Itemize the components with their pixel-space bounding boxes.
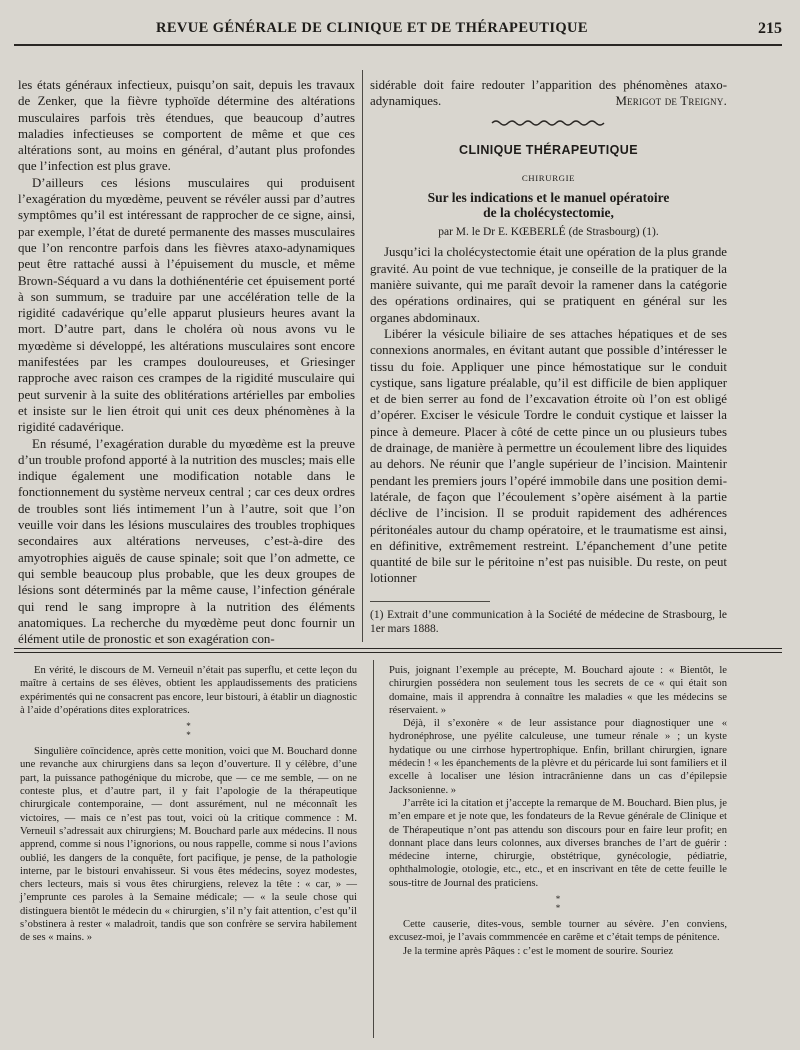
- article-title: [370, 190, 727, 220]
- asterism-star: *: [555, 894, 561, 905]
- page-number: 215: [758, 20, 782, 37]
- author-signature: Merigot de Treigny.: [615, 94, 727, 109]
- article-title-line: de la cholécystectomie,: [483, 205, 614, 221]
- paragraph: Puis, joignant l’exemple au précepte, M. Bouchard ajoute : « Bientôt, le chirurgien possédera non seulement tous les secrets de ce « qui était son domaine, mais il apprendra à connaître les maladies « que les médecins se réservaient. »: [389, 665, 727, 716]
- section-title: CLINIQUE THÉRAPEUTIQUE: [459, 142, 638, 157]
- asterism-star: *: [186, 730, 191, 741]
- paragraph: En vérité, le discours de M. Verneuil n’était pas superflu, et cette leçon du maître à certains de ses élèves, obtient les applaudissements des praticiens expérimentés qui ne consacrent pas encore, leur bistouri, à établir un diagnostic à l’aide d’opérations dites exploratrices.: [20, 665, 357, 716]
- article-title-line: Sur les indications et le manuel opératoire: [427, 190, 670, 206]
- journal-title: REVUE GÉNÉRALE DE CLINIQUE ET DE THÉRAPEUTIQUE: [155, 20, 588, 36]
- asterism: [389, 895, 727, 913]
- asterism-star: *: [186, 721, 191, 732]
- section-subtitle: CHIRURGIE: [521, 172, 576, 183]
- section-divider-rule: [14, 648, 782, 649]
- paragraph: Déjà, il s’exonère « de leur assistance pour diagnostiquer une « hydronéphrose, une pyélite calculeuse, une tumeur rénale » ; un kyste hydatique ou une cirrhose hypertrophique. Enfin, brillant chirurgien, ignare médecin ! « les épanchements de la plèvre et du péricarde lui sont familiers et il excelle à localiser une lésion intracrânienne dans un cas d’épilepsie Jacksonienne. »: [389, 718, 727, 796]
- paragraph: En résumé, l’exagération durable du myœdème est la preuve d’un trouble profond apporté à la nutrition des muscles; mais elle indique également une modification notable dans le fonctionnement du système nerveux central ; car ces deux ordres de troubles sont liés intimement l’un à l’autre, soit que l’on veuille voir dans les lésions musculaires des troubles trophiques secondaires aux altérations nerveuses, c’est-à-dire des amyotrophies aiguës de cause spinale; soit que l’on admette, ce qui semble beaucoup plus probable, que les deux groupes de lésions sont déterminés par la même cause, l’infection générale qui rend le sang impropre à la nutrition des éléments anatomiques. La recherche du myœdème peut donc fournir un élément utile de pronostic et son exagération con-: [18, 436, 355, 647]
- footnote: (1) Extrait d’une communication à la Société de médecine de Strasbourg, le 1er mars 1888.: [370, 608, 727, 635]
- byline: par M. le Dr E. KŒBERLÉ (de Strasbourg) (1).: [438, 226, 659, 239]
- lower-left-column: [20, 664, 357, 1036]
- footnote-rule: [370, 601, 490, 602]
- header-rule: [14, 44, 782, 46]
- paragraph: J’arrête ici la citation et j’accepte la remarque de M. Bouchard. Bien plus, je m’en empare et je note que, les fondateurs de la Revue générale de Clinique et de Thérapeutique n’ont pas attendu son discours pour en faire leur profit; en donnant place dans leurs colonnes, aux diverses branches de l’art de guérir : médecine interne, chirurgie, obstétrique, gynécologie, pédiatrie, ophthalmologie, otologie, etc., etc., et en inscrivant en tête de cette feuille le sous-titre de Journal des praticiens.: [389, 797, 727, 889]
- ornament-rule: [490, 118, 608, 128]
- paragraph: Libérer la vésicule biliaire de ses attaches hépatiques et de ses connexions anormales, en évitant autant que possible d’intéresser le tissu du foie. Appliquer une pince hémostatique sur le conduit cystique, sans ligature préalable, qu’il est difficile de bien appliquer et de bien serrer au fond de l’excavation étroite où l’on est obligé d’opérer. Exciser le vésicule Tordre le conduit cystique et laisser la pince à demeure. Placer à côté de cette pince un ou plusieurs tubes de drainage, de manière à permettre un écoulement libre des liquides au dehors. Ne réunir que l’angle supérieur de l’incision. Maintenir pendant les premiers jours l’opéré immobile dans une position demi-latérale, de façon que l’écoulement s’opère aisément à la partie déclive de l’incision. Il se produit rapidement des adhérences péritonéales autour du champ opératoire, et le traumatisme est ainsi, en définitive, extrêmement restreint. L’épanchement d’une petite quantité de bile sur le péritoine n’est pas nuisible. Du reste, on peut lotionner: [370, 326, 727, 586]
- upper-left-column: [18, 77, 355, 647]
- paragraph: Je la termine après Pâques : c’est le moment de sourire. Souriez: [403, 945, 674, 957]
- continuation-with-signature: [370, 77, 727, 110]
- upper-right-column: [370, 77, 727, 642]
- paragraph: sidérable doit faire redouter l’apparition des phénomènes ataxo-adynamiques.: [370, 78, 727, 109]
- ornament-rule-graphic: [490, 118, 608, 128]
- column-divider-lower: [373, 660, 374, 1038]
- paragraph: Cette causerie, dites-vous, semble tourner au sévère. J’en conviens, excusez-moi, je l’avais commmencée en carême et c’était temps de pénitence.: [389, 919, 727, 944]
- lower-right-column: [389, 664, 727, 1036]
- running-header: [14, 20, 782, 42]
- asterism-star: *: [555, 903, 561, 914]
- paragraph: Singulière coïncidence, après cette monition, voici que M. Bouchard donne une revanche aux chirurgiens dans sa leçon d’ouverture. Il y célèbre, d’une part, la puissance pathogénique du microbe, que — ce me semble, — on ne conteste plus, et d’autre part, il y fait l’apologie de la thérapeutique chirurgicale contemporaine, — dont assurément, nul ne méconnaît les victoires, — mais ce n’est pas tout, voici où la critique commence : M. Verneuil s’adressait aux chirurgiens; M. Bouchard parle aux médecins. Il nous apprend, comme si nous l’ignorions, ou nous rappelle, comme si nous l’avions oublié, les dangers de la conquête, fort pacifique, je pense, de la pathologie interne, par le bistouri envahisseur. Si vous êtes médecins, soyez modestes, chers lecteurs, mais si vous êtes chirurgiens, relevez la tête : « car, » — j’emprunte ces paroles à la Semaine médicale; — « la seule chose qui distinguera bientôt le médecin du « chirurgien, s’il n’y fait attention, c’est qu’il s’obstinera à rester « maladroit, tandis que son confrère se servira habilement de ses « mains. »: [20, 746, 357, 944]
- section-divider-rule: [14, 652, 782, 653]
- column-divider-upper: [362, 70, 363, 642]
- paragraph: les états généraux infectieux, puisqu’on sait, depuis les travaux de Zenker, que la fièvre typhoïde détermine des altérations musculaires parfois très étendues, que beaucoup d’autres maladies infectieuses se comportent de même et que ces altérations sont, au moins en général, d’autant plus profondes que l’infection est plus grave.: [18, 78, 355, 174]
- paragraph: Jusqu’ici la cholécystectomie était une opération de la plus grande gravité. Au point de vue technique, je conseille de la pratiquer de la manière suivante, qui me paraît devoir la ramener dans la catégorie des opérations ordinaires, qui se pratiquent en général sur les organes abdominaux.: [370, 245, 727, 325]
- asterism: [20, 722, 357, 740]
- paragraph: D’ailleurs ces lésions musculaires qui produisent l’exagération du myœdème, peuvent se révéler aussi par d’autres symptômes qu’il est intéressant de rapprocher de ce signe, ainsi, par exemple, l’état de dureté permanente des masses musculaires que l’on rencontre parfois dans les fièvres ataxo-adynamiques peut être rattaché aussi à l’épuisement du muscle, et même Brown-Séquard a vu dans la dothiénentérie cet épuisement porté à son summum, se traduire par une accélération telle de la rigidité cadavérique qu’elle apparut plusieurs heures avant la mort. D’autre part, dans le choléra où nous avons vu le myœdème si développé, les altérations musculaires sont encore manifestées par les crampes douloureuses, et Griesinger rapproche avec raison ces crampes de la rigidité musculaire qui peut survenir à la suite des oblitérations artérielles par embolies et insiste sur le lien étroit qui unit ces deux phénomènes à la rigidité cadavérique.: [18, 175, 355, 435]
